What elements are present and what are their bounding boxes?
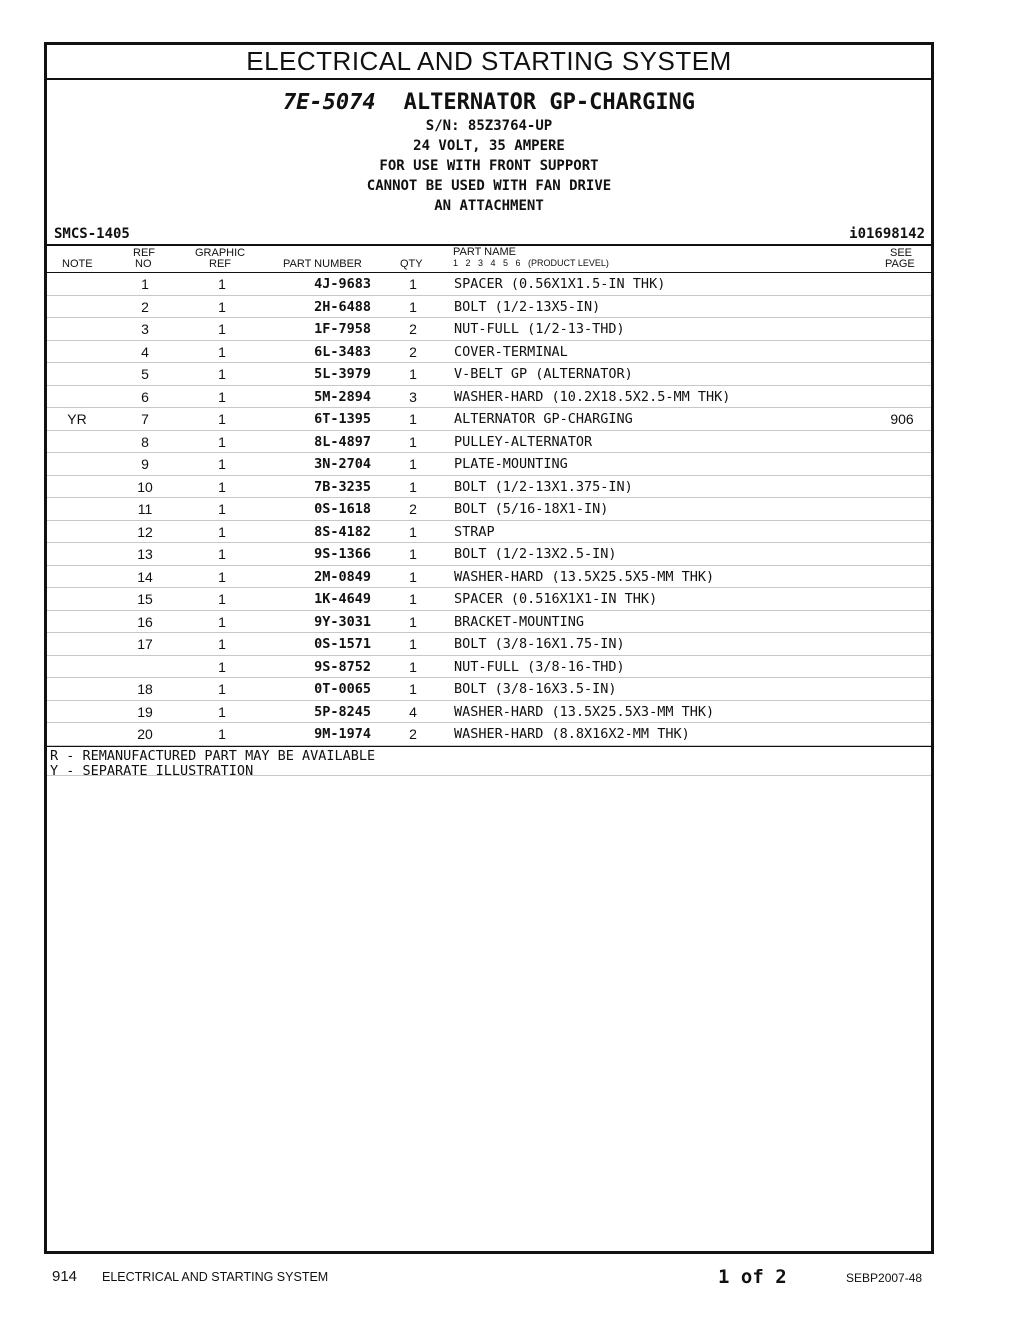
page-footer <box>0 1262 1020 1292</box>
group-spec-line: 24 VOLT, 35 AMPERE <box>413 138 565 154</box>
see-page-cell: 906 <box>890 411 914 427</box>
quantity-cell: 1 <box>409 298 417 315</box>
note-remanufactured: R - REMANUFACTURED PART MAY BE AVAILABLE <box>50 747 376 764</box>
part-number-cell: 5L-3979 <box>314 366 371 382</box>
table-row <box>47 363 931 386</box>
part-name-cell: WASHER-HARD (13.5X25.5X5-MM THK) <box>454 568 715 585</box>
part-name-cell: WASHER-HARD (8.8X16X2-MM THK) <box>454 726 690 742</box>
smcs-code: SMCS-1405 <box>54 226 130 242</box>
graphic-ref-cell: 1 <box>218 501 226 517</box>
col-product-levels: 1 2 3 4 5 6 (PRODUCT LEVEL) <box>453 258 609 268</box>
part-name-cell: BOLT (5/16-18X1-IN) <box>454 501 609 517</box>
col-ref-bottom: NO <box>135 258 152 270</box>
quantity-cell: 1 <box>409 366 417 382</box>
quantity-cell: 2 <box>409 343 417 360</box>
ref-number-cell: 10 <box>137 478 153 495</box>
ref-number-cell: 5 <box>141 366 149 382</box>
part-number-cell: 5M-2894 <box>314 388 371 405</box>
quantity-cell: 1 <box>409 681 417 697</box>
part-number-cell: 8L-4897 <box>314 433 371 450</box>
table-row <box>47 633 931 656</box>
table-row <box>47 678 931 701</box>
graphic-ref-cell: 1 <box>218 726 226 742</box>
table-row <box>47 431 931 454</box>
quantity-cell: 2 <box>409 726 417 742</box>
part-number-cell: 9Y-3031 <box>314 613 371 630</box>
group-number: 7E-5074 <box>282 90 376 115</box>
part-name-cell: BOLT (3/8-16X3.5-IN) <box>454 681 617 697</box>
graphic-ref-cell: 1 <box>218 681 226 697</box>
table-row <box>47 476 931 499</box>
ref-number-cell: 4 <box>141 343 149 360</box>
ref-number-cell: 1 <box>141 276 149 292</box>
ref-number-cell: 16 <box>137 613 153 630</box>
part-name-cell: NUT-FULL (1/2-13-THD) <box>454 321 625 337</box>
part-number-cell: 7B-3235 <box>314 478 371 495</box>
part-number-cell: 9S-8752 <box>314 658 371 675</box>
col-ref-top: REF <box>133 247 155 259</box>
group-title-line <box>47 90 931 116</box>
part-number-cell: 0S-1618 <box>314 501 371 517</box>
graphic-ref-cell: 1 <box>218 523 226 540</box>
table-row <box>47 723 931 746</box>
table-row <box>47 611 931 634</box>
part-number-cell: 9M-1974 <box>314 726 371 742</box>
part-number-cell: 0S-1571 <box>314 636 371 652</box>
ref-number-cell: 11 <box>137 501 153 517</box>
part-name-cell: SPACER (0.516X1X1-IN THK) <box>454 591 658 607</box>
parts-page-frame <box>44 42 934 1254</box>
part-name-cell: SPACER (0.56X1X1.5-IN THK) <box>454 276 666 292</box>
part-number-cell: 5P-8245 <box>314 703 371 720</box>
ref-number-cell: 3 <box>141 321 149 337</box>
part-number-cell: 2M-0849 <box>314 568 371 585</box>
note-cell: YR <box>67 411 87 427</box>
ref-number-cell: 7 <box>141 411 149 427</box>
col-graphic-top: GRAPHIC <box>195 247 246 259</box>
table-row <box>47 656 931 679</box>
graphic-ref-cell: 1 <box>218 613 226 630</box>
quantity-cell: 1 <box>409 433 417 450</box>
graphic-ref-cell: 1 <box>218 568 226 585</box>
part-name-cell: PULLEY-ALTERNATOR <box>454 433 593 450</box>
table-row <box>47 341 931 364</box>
group-name: ALTERNATOR GP-CHARGING <box>403 90 696 115</box>
table-header <box>47 244 931 273</box>
part-name-cell: PLATE-MOUNTING <box>454 456 568 472</box>
part-number-cell: 0T-0065 <box>314 681 371 697</box>
table-row <box>47 566 931 589</box>
graphic-ref-cell: 1 <box>218 433 226 450</box>
table-row <box>47 453 931 476</box>
illustration-id: i01698142 <box>849 226 925 242</box>
group-spec-line: FOR USE WITH FRONT SUPPORT <box>379 158 599 174</box>
quantity-cell: 1 <box>409 591 417 607</box>
table-row <box>47 296 931 319</box>
ref-number-cell: 17 <box>137 636 153 652</box>
ref-number-cell: 12 <box>137 523 153 540</box>
table-row <box>47 543 931 566</box>
ref-number-cell: 18 <box>137 681 153 697</box>
part-number-cell: 9S-1366 <box>314 546 371 562</box>
ref-number-cell: 15 <box>137 591 153 607</box>
footer-doc-number: SEBP2007-48 <box>846 1271 923 1285</box>
quantity-cell: 1 <box>409 658 417 675</box>
ref-number-cell: 13 <box>137 546 153 562</box>
table-row <box>47 408 931 431</box>
graphic-ref-cell: 1 <box>218 343 226 360</box>
ref-number-cell: 9 <box>141 456 149 472</box>
graphic-ref-cell: 1 <box>218 321 226 337</box>
table-row <box>47 521 931 544</box>
part-name-cell: WASHER-HARD (10.2X18.5X2.5-MM THK) <box>454 388 731 405</box>
notes-block <box>47 746 931 779</box>
footer-page-number: 914 <box>52 1268 78 1285</box>
graphic-ref-cell: 1 <box>218 591 226 607</box>
quantity-cell: 1 <box>409 546 417 562</box>
graphic-ref-cell: 1 <box>218 546 226 562</box>
ref-number-cell: 20 <box>137 726 153 742</box>
parts-table-body <box>47 273 931 746</box>
part-number-cell: 6L-3483 <box>314 343 371 360</box>
table-row <box>47 588 931 611</box>
ref-number-cell: 6 <box>141 388 149 405</box>
col-graphic-bottom: REF <box>209 258 231 270</box>
table-row <box>47 273 931 296</box>
col-note: NOTE <box>62 258 93 270</box>
graphic-ref-cell: 1 <box>218 388 226 405</box>
ref-number-cell: 2 <box>141 298 149 315</box>
part-number-cell: 3N-2704 <box>314 456 371 472</box>
graphic-ref-cell: 1 <box>218 658 226 675</box>
section-title: ELECTRICAL AND STARTING SYSTEM <box>47 45 931 80</box>
graphic-ref-cell: 1 <box>218 366 226 382</box>
col-part-number: PART NUMBER <box>283 258 362 270</box>
part-number-cell: 8S-4182 <box>314 523 371 540</box>
ref-number-cell: 8 <box>141 433 149 450</box>
graphic-ref-cell: 1 <box>218 411 226 427</box>
serial-range: S/N: 85Z3764-UP <box>425 118 553 134</box>
part-name-cell: BRACKET-MOUNTING <box>454 613 585 630</box>
graphic-ref-cell: 1 <box>218 276 226 292</box>
part-name-cell: STRAP <box>454 523 495 540</box>
part-name-cell: ALTERNATOR GP-CHARGING <box>454 411 633 427</box>
quantity-cell: 1 <box>409 523 417 540</box>
group-spec-line: CANNOT BE USED WITH FAN DRIVE <box>366 178 612 194</box>
ref-number-cell: 14 <box>137 568 153 585</box>
note-separate-illustration: Y - SEPARATE ILLUSTRATION <box>50 762 254 779</box>
part-name-cell: V-BELT GP (ALTERNATOR) <box>454 366 633 382</box>
part-name-cell: BOLT (3/8-16X1.75-IN) <box>454 636 625 652</box>
quantity-cell: 1 <box>409 568 417 585</box>
footer-sheet: 1 of 2 <box>718 1266 787 1288</box>
quantity-cell: 1 <box>409 478 417 495</box>
part-name-cell: BOLT (1/2-13X1.375-IN) <box>454 478 633 495</box>
col-qty: QTY <box>400 258 423 270</box>
graphic-ref-cell: 1 <box>218 478 226 495</box>
quantity-cell: 1 <box>409 276 417 292</box>
footer-section: ELECTRICAL AND STARTING SYSTEM <box>102 1270 329 1284</box>
quantity-cell: 1 <box>409 411 417 427</box>
smcs-row <box>47 224 931 244</box>
graphic-ref-cell: 1 <box>218 298 226 315</box>
group-header <box>47 90 931 216</box>
table-row <box>47 498 931 521</box>
part-number-cell: 1K-4649 <box>314 591 371 607</box>
part-number-cell: 1F-7958 <box>314 321 371 337</box>
col-part-name: PART NAME <box>453 246 516 258</box>
part-name-cell: BOLT (1/2-13X2.5-IN) <box>454 546 617 562</box>
group-spec-line: AN ATTACHMENT <box>434 198 544 214</box>
quantity-cell: 2 <box>409 501 417 517</box>
quantity-cell: 1 <box>409 456 417 472</box>
graphic-ref-cell: 1 <box>218 703 226 720</box>
table-row <box>47 318 931 341</box>
part-name-cell: BOLT (1/2-13X5-IN) <box>454 298 601 315</box>
ref-number-cell: 19 <box>137 703 153 720</box>
part-number-cell: 2H-6488 <box>314 298 371 315</box>
col-see-bottom: PAGE <box>885 258 915 270</box>
part-name-cell: COVER-TERMINAL <box>454 343 568 360</box>
col-see-top: SEE <box>890 247 913 259</box>
quantity-cell: 2 <box>409 321 417 337</box>
part-number-cell: 4J-9683 <box>314 276 371 292</box>
quantity-cell: 4 <box>409 703 417 720</box>
part-number-cell: 6T-1395 <box>314 411 371 427</box>
table-row <box>47 701 931 724</box>
quantity-cell: 1 <box>409 636 417 652</box>
part-name-cell: NUT-FULL (3/8-16-THD) <box>454 658 625 675</box>
graphic-ref-cell: 1 <box>218 456 226 472</box>
table-row <box>47 386 931 409</box>
quantity-cell: 1 <box>409 613 417 630</box>
part-name-cell: WASHER-HARD (13.5X25.5X3-MM THK) <box>454 703 715 720</box>
quantity-cell: 3 <box>409 388 417 405</box>
graphic-ref-cell: 1 <box>218 636 226 652</box>
